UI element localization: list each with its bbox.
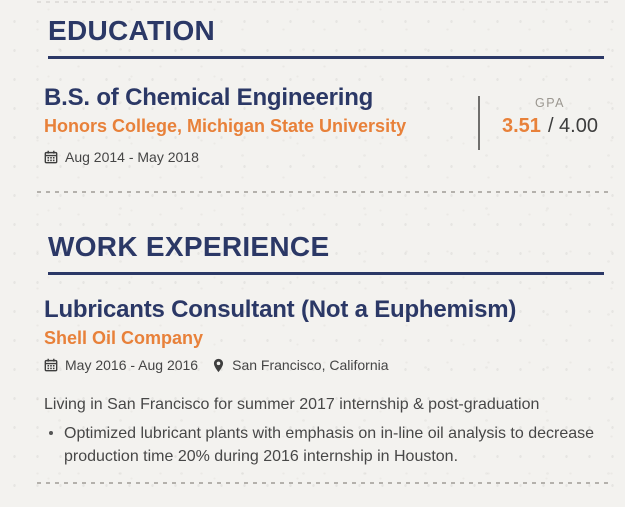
location-pin-icon	[212, 358, 225, 373]
work-meta-row	[44, 357, 516, 373]
work-experience-section-heading: WORK EXPERIENCE	[48, 231, 330, 262]
job-title: Lubricants Consultant (Not a Euphemism)	[44, 296, 517, 323]
company-name: Shell Oil Company	[44, 328, 204, 348]
work-dates: May 2016 - Aug 2016	[65, 357, 199, 373]
education-meta-row	[44, 149, 406, 165]
work-description	[44, 394, 596, 468]
gpa-block	[478, 96, 598, 150]
bullet-item	[44, 422, 596, 468]
education-section	[48, 14, 604, 59]
work-location: San Francisco, California	[232, 357, 389, 373]
work-entry	[44, 296, 516, 373]
calendar-icon	[44, 150, 58, 164]
gpa-values	[502, 115, 598, 138]
bottom-dashed-divider	[37, 482, 608, 484]
bullet-dot	[49, 431, 53, 435]
work-experience-section	[48, 230, 604, 275]
gpa-scale: / 4.00	[547, 115, 598, 137]
degree-title: B.S. of Chemical Engineering	[44, 84, 374, 111]
top-dashed-divider	[37, 1, 608, 3]
gpa-value: 3.51	[502, 115, 541, 137]
bullet-text: Optimized lubricant plants with emphasis on in-line oil analysis to decrease production time 20% during 2016 internship in Houston.	[64, 425, 595, 465]
education-dates: Aug 2014 - May 2018	[65, 149, 199, 165]
education-section-heading: EDUCATION	[48, 15, 216, 46]
work-heading-rule	[48, 272, 604, 275]
education-entry	[44, 84, 406, 165]
gpa-vertical-divider	[478, 96, 480, 150]
school-name: Honors College, Michigan State University	[44, 116, 407, 136]
gpa-stack	[502, 96, 598, 138]
calendar-icon	[44, 358, 58, 372]
section-dashed-divider	[37, 191, 608, 193]
gpa-label: GPA	[535, 96, 565, 110]
education-heading-rule	[48, 56, 604, 59]
work-summary: Living in San Francisco for summer 2017 internship & post-graduation	[44, 396, 540, 413]
